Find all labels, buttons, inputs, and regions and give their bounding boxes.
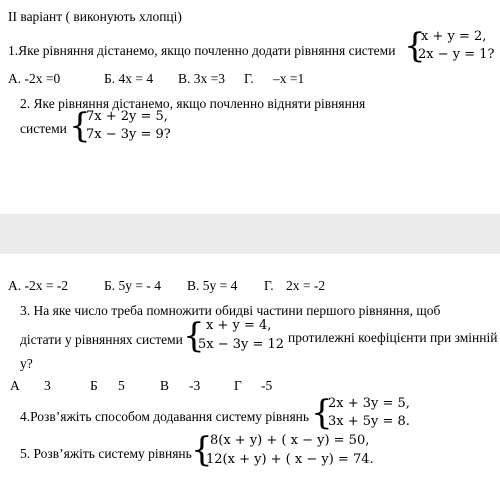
- option-b: 5: [118, 378, 125, 393]
- question-2-text: 2. Яке рівняння дістанемо, якщо почленно відняти рівняння: [20, 96, 366, 111]
- option-b-label: Б: [90, 378, 98, 393]
- equation: 7x + 2y = 5,: [86, 109, 168, 124]
- system-brace: {: [69, 106, 91, 146]
- system-brace: {: [183, 316, 205, 356]
- equation: 2x − y = 1?: [418, 47, 495, 62]
- option-d: -5: [261, 378, 273, 393]
- option-a: 3: [44, 378, 51, 393]
- equation: x + y = 2,: [421, 29, 487, 44]
- option-d: –х =1: [273, 71, 305, 86]
- question-3-text: 3. На яке число треба помножити обидві частини першого рівняння, щоб: [20, 303, 441, 318]
- option-a: А. -2х =0: [8, 71, 61, 86]
- document-page-bottom: [0, 254, 500, 492]
- question-4-text: 4.Розв’яжіть способом додавання систему рівнянь: [20, 409, 310, 424]
- option-b: Б. 4х = 4: [104, 71, 154, 86]
- option-c: В. 5у = 4: [187, 278, 238, 293]
- equation: 7x − 3y = 9?: [86, 127, 171, 142]
- question-1-text: 1.Яке рівняння дістанемо, якщо почленно додати рівняння системи: [8, 43, 396, 58]
- option-d-label: Г: [234, 378, 242, 393]
- question-3-text-3: протилежні коефіцієнти при змінній: [288, 330, 498, 345]
- variant-title: II варіант ( виконують хлопці): [8, 9, 182, 24]
- question-3-text-4: у?: [20, 356, 33, 371]
- option-d: 2х = -2: [286, 278, 326, 293]
- question-2-text-2: системи: [20, 121, 67, 136]
- option-d-label: Г.: [264, 278, 274, 293]
- document-page-top: [0, 0, 500, 214]
- question-5-text: 5. Розв’яжіть систему рівнянь: [20, 446, 192, 461]
- equation: 8(x + y) + ( x − y) = 50,: [210, 433, 370, 448]
- page-separator: [0, 214, 500, 254]
- option-c-label: В: [160, 378, 170, 393]
- equation: 3x + 5y = 8.: [328, 414, 410, 429]
- option-b: Б. 5у = - 4: [104, 278, 161, 293]
- equation: 2x + 3y = 5,: [328, 396, 410, 411]
- question-3-text-2: дістати у рівняннях системи: [20, 332, 183, 347]
- option-c: -3: [189, 378, 201, 393]
- option-d-label: Г.: [244, 71, 254, 86]
- system-brace: {: [311, 393, 333, 433]
- option-a-label: А: [10, 378, 20, 393]
- equation: x + y = 4,: [206, 318, 272, 333]
- system-brace: {: [404, 26, 426, 66]
- option-c: В. 3х =3: [178, 71, 225, 86]
- option-a: А. -2х = -2: [8, 278, 69, 293]
- system-brace: {: [191, 430, 213, 470]
- equation: 5x − 3y = 12: [198, 337, 285, 352]
- equation: 12(x + y) + ( x − y) = 74.: [206, 452, 374, 467]
